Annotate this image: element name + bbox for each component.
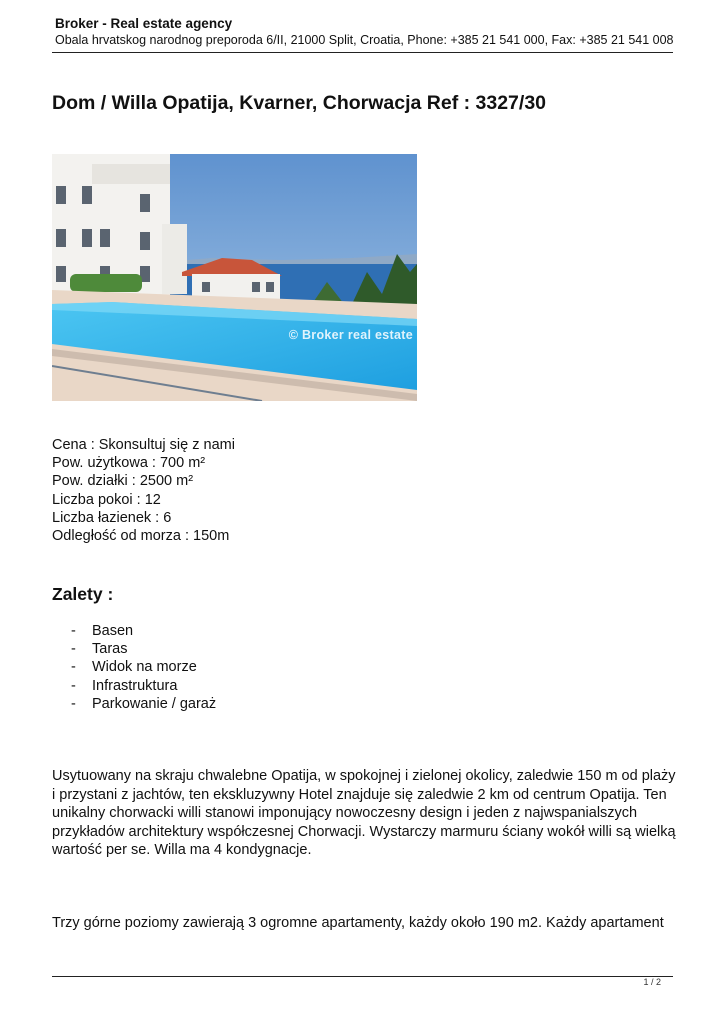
list-item [52, 695, 216, 713]
villa-pool-image [52, 154, 417, 401]
feature-label: Widok na morze [92, 659, 197, 676]
detail-sea-distance: Odległość od morza : 150m [52, 528, 230, 545]
detail-plot-area: Pow. działki : 2500 m² [52, 473, 194, 490]
list-item [52, 622, 216, 640]
page-header [55, 16, 673, 48]
feature-label: Parkowanie / garaż [92, 695, 217, 712]
agency-address: Obala hrvatskog narodnog preporoda 6/II, 21000 Split, Croatia, Phone: +385 21 541 000, Fax: +385 21 541 008 [55, 33, 674, 47]
footer-divider [52, 976, 673, 977]
agency-name: Broker - Real estate agency [55, 16, 233, 31]
list-item [52, 658, 216, 676]
feature-label: Infrastruktura [92, 677, 178, 694]
features-list [52, 622, 216, 713]
detail-bathrooms: Liczba łazienek : 6 [52, 509, 172, 526]
bullet-dash: - [71, 623, 76, 639]
bullet-dash: - [71, 659, 76, 676]
description-paragraph: Usytuowany na skraju chwalebne Opatija, w spokojnej i zielonej okolicy, zaledwie 150 m od plaży i przystani z jachtów, ten ekskluzywny Hotel znajduje się zaledwie 2 km od centrum Opatija. Ten unikalny chorwacki willi stanowi imponujący nowoczesny design i jeden z najwspanialszych przykładów architektury współczesnej Chorwacji. Wystarczy marmuru ściany wokół willi są wielką wartość per se. Willa ma 4 kondygnacje. [52, 768, 676, 858]
list-item [52, 640, 216, 658]
property-details [52, 436, 235, 545]
features-heading: Zalety : [52, 584, 114, 604]
bullet-dash: - [71, 677, 76, 694]
bullet-dash: - [71, 641, 76, 658]
page-title: Dom / Willa Opatija, Kvarner, Chorwacja Ref : 3327/30 [52, 92, 547, 114]
feature-label: Basen [92, 623, 134, 639]
list-item [52, 677, 216, 695]
detail-price: Cena : Skonsultuj się z nami [52, 437, 235, 453]
detail-rooms: Liczba pokoi : 12 [52, 491, 161, 508]
page-number: 1 / 2 [643, 977, 661, 987]
detail-living-area: Pow. użytkowa : 700 m² [52, 455, 206, 472]
header-divider [52, 52, 673, 53]
feature-label: Taras [92, 641, 128, 658]
property-photo [52, 154, 417, 401]
bullet-dash: - [71, 695, 76, 712]
description-paragraph-continued: Trzy górne poziomy zawierają 3 ogromne apartamenty, każdy około 190 m2. Każdy apartament [52, 915, 664, 931]
photo-watermark: © Broker real estate [288, 328, 413, 342]
